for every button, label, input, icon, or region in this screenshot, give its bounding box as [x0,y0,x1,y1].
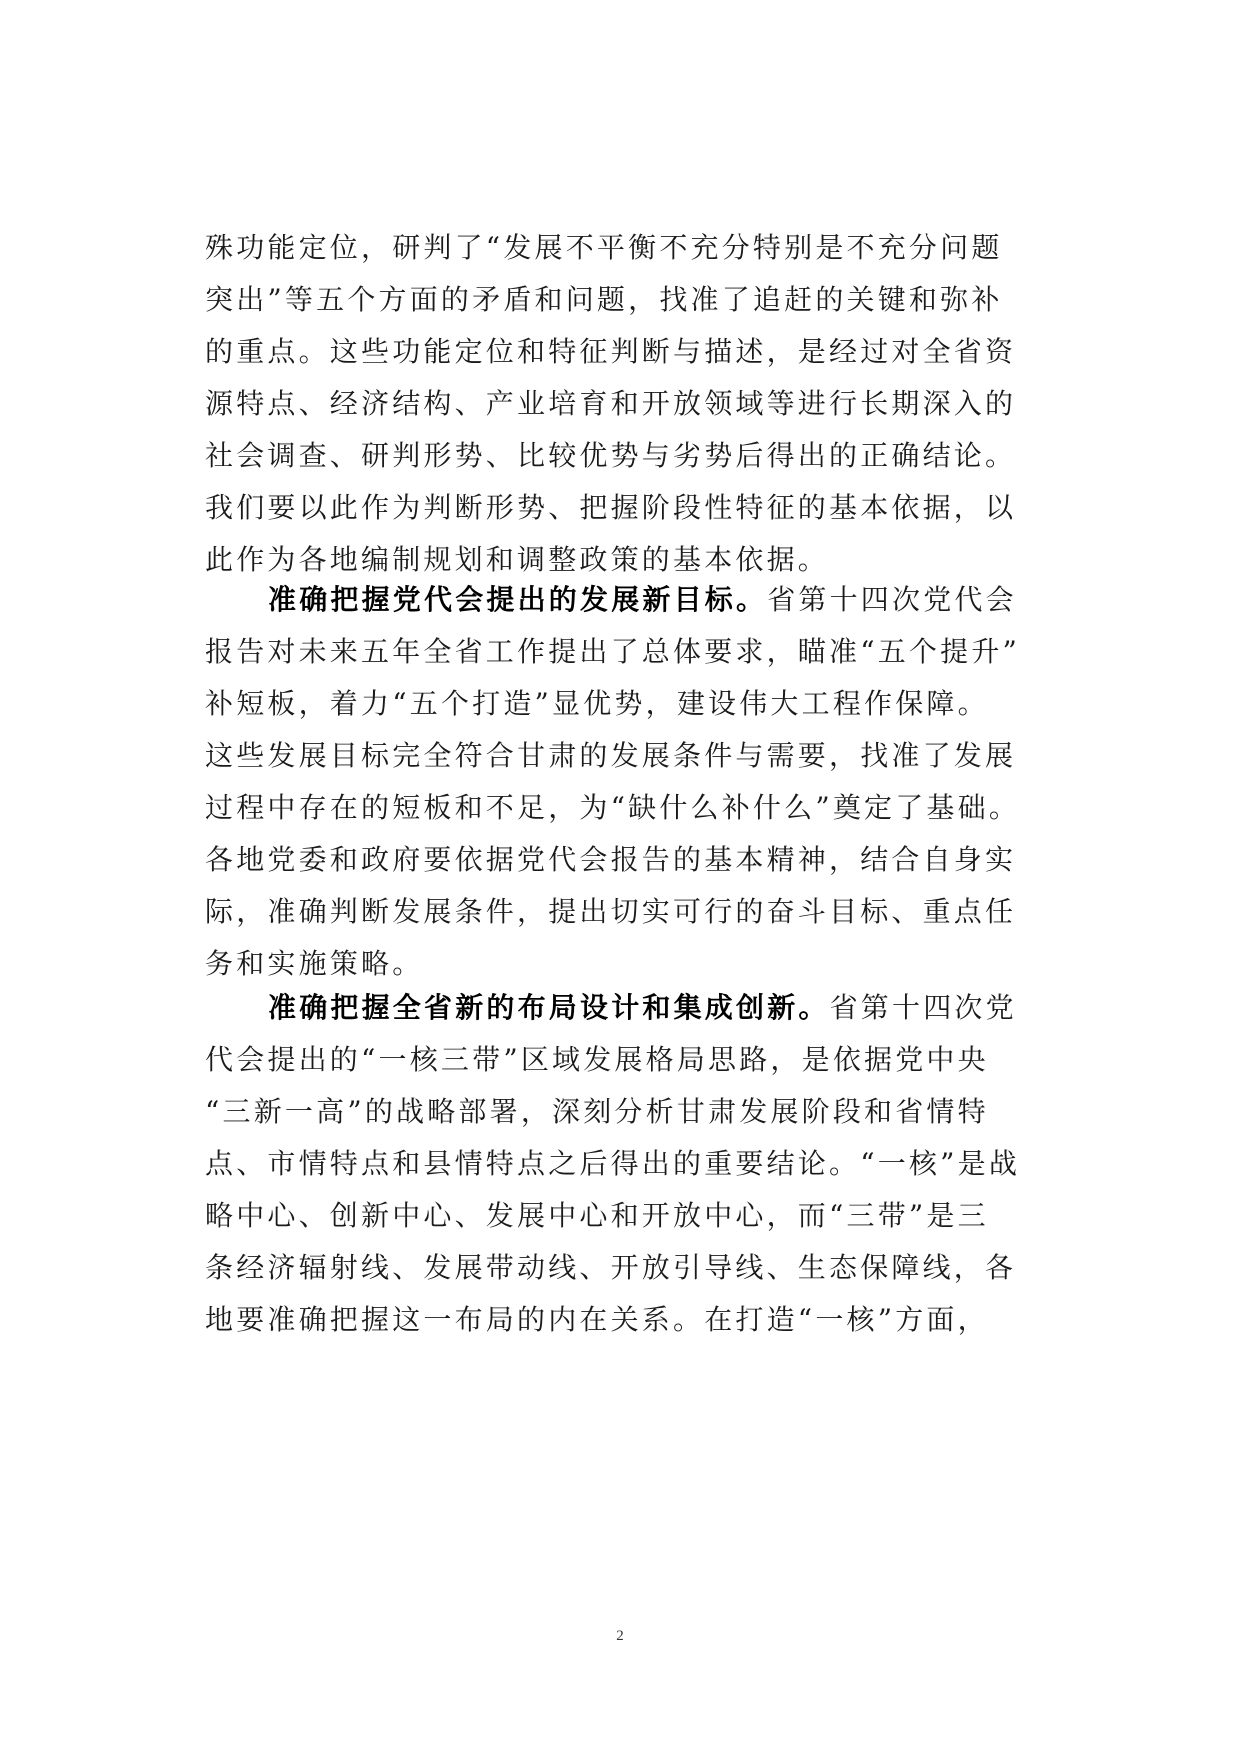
paragraph-line: 略中心、创新中心、发展中心和开放中心，而“三带”是三 [205,1199,989,1232]
paragraph-line: 报告对未来五年全省工作提出了总体要求，瞄准“五个提升” [205,635,1021,668]
paragraph-text: 省第十四次党 [829,991,1017,1024]
paragraph-line: 际，准确判断发展条件，提出切实可行的奋斗目标、重点任 [205,895,1017,928]
paragraph-line: 此作为各地编制规划和调整政策的基本依据。 [205,543,830,576]
paragraph-2 [205,574,1061,990]
paragraph-line: 代会提出的“一核三带”区域发展格局思路，是依据党中央 [205,1043,989,1076]
paragraph-3 [205,982,1061,1346]
paragraph-line: 突出”等五个方面的矛盾和问题，找准了追赶的关键和弥补 [205,283,1003,316]
paragraph-heading: 准确把握党代会提出的发展新目标。 [268,583,768,616]
paragraph-first-line [205,574,1061,626]
paragraph-heading: 准确把握全省新的布局设计和集成创新。 [268,991,830,1024]
paragraph-line: 这些发展目标完全符合甘肃的发展条件与需要，找准了发展 [205,739,1017,772]
paragraph-line: 殊功能定位，研判了“发展不平衡不充分特别是不充分问题 [205,231,1003,264]
paragraph-1 [205,222,1061,586]
paragraph-line: 源特点、经济结构、产业培育和开放领域等进行长期深入的 [205,387,1017,420]
paragraph-line: 过程中存在的短板和不足，为“缺什么补什么”奠定了基础。 [205,791,1021,824]
paragraph-line: 务和实施策略。 [205,947,424,980]
paragraph-line: 各地党委和政府要依据党代会报告的基本精神，结合自身实 [205,843,1017,876]
paragraph-line: “三新一高”的战略部署，深刻分析甘肃发展阶段和省情特 [205,1095,989,1128]
paragraph-line: 社会调查、研判形势、比较优势与劣势后得出的正确结论。 [205,439,1017,472]
page-number: 2 [616,1628,624,1644]
paragraph-text: 省第十四次党代会 [767,583,1017,616]
paragraph-line: 补短板，着力“五个打造”显优势，建设伟大工程作保障。 [205,687,989,720]
paragraph-line: 的重点。这些功能定位和特征判断与描述，是经过对全省资 [205,335,1017,368]
paragraph-line: 我们要以此作为判断形势、把握阶段性特征的基本依据，以 [205,491,1017,524]
paragraph-first-line [205,982,1061,1034]
paragraph-line: 地要准确把握这一布局的内在关系。在打造“一核”方面， [205,1303,989,1336]
paragraph-line: 点、市情特点和县情特点之后得出的重要结论。“一核”是战 [205,1147,1021,1180]
paragraph-line: 条经济辐射线、发展带动线、开放引导线、生态保障线，各 [205,1251,1017,1284]
